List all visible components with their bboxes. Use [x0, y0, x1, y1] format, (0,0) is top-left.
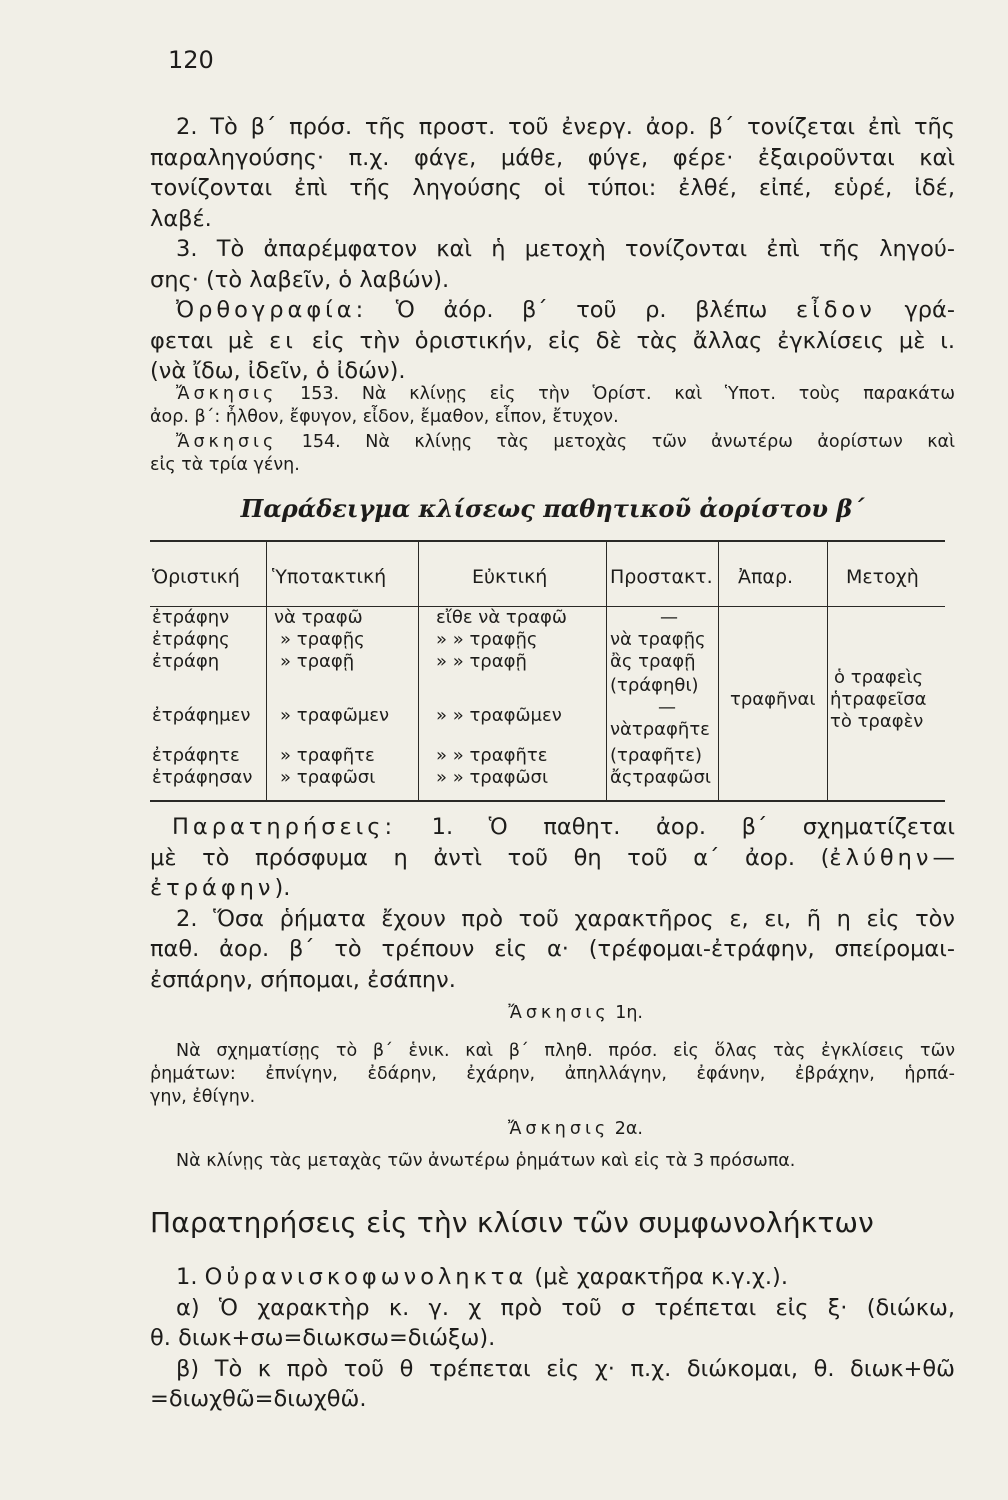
- exercise-label: Ἄσκησις: [176, 432, 278, 452]
- text-line: [150, 843, 955, 874]
- exercise-1h-text: [150, 1040, 955, 1109]
- exercise-153: [150, 383, 955, 429]
- exercise-heading: [150, 1118, 955, 1141]
- text-span: (μὲ χαρακτῆρα κ.γ.χ.).: [534, 1264, 788, 1290]
- table-cell: ἐτράφην: [152, 607, 230, 628]
- text-line: [150, 431, 955, 454]
- exercise-1h: [150, 1002, 955, 1025]
- observations-label: Παρατηρήσεις:: [172, 814, 397, 840]
- page-number: 120: [168, 46, 214, 74]
- table-cell: (τραφῆτε): [610, 745, 703, 766]
- text-line: τονίζονται ἐπὶ τῆς ληγούσης οἱ τύποι: ἐλθέ, εἰπέ, εὑρέ, ἰδέ,: [150, 175, 955, 201]
- observations-paragraph: [150, 812, 955, 995]
- text-line: γην, ἐθίγην.: [150, 1087, 256, 1107]
- text-span: 154. Νὰ κλίνῃς τὰς μετοχὰς τῶν ἀνωτέρω ἀορίστων καὶ: [301, 432, 955, 452]
- text-line: παθ. ἀορ. β΄ τὸ τρέπουν εἰς α· (τρέφομαι-ἐτράφην, σπείρομαι-: [150, 936, 955, 962]
- exercise-number: 1η.: [615, 1003, 643, 1023]
- table-cell: » » τραφῶσι: [436, 767, 549, 788]
- column-divider: [266, 542, 267, 800]
- table-cell: ἐτράφησαν: [152, 767, 253, 788]
- exercise-heading: [150, 1002, 955, 1025]
- spaced-word: ει: [269, 327, 297, 354]
- text-span: 1.: [176, 1264, 198, 1290]
- text-line: [150, 1262, 955, 1293]
- text-line: εἰς τὰ τρία γένη.: [150, 455, 300, 475]
- text-line: [150, 326, 955, 357]
- column-divider: [827, 542, 828, 800]
- text-line: ἀορ. β΄: ἦλθον, ἔφυγον, εἶδον, ἔμαθον, εἶπον, ἔτυχον.: [150, 407, 619, 427]
- table-cell: » » τραφῇ: [436, 651, 527, 672]
- text-line: [150, 812, 955, 843]
- exercise-label: Ἄσκησις: [507, 1119, 610, 1139]
- text-span: 153. Νὰ κλίνῃς εἰς τὴν Ὁρίστ. καὶ Ὑποτ. τοὺς παρακάτω: [300, 384, 955, 404]
- section-body: [150, 1262, 955, 1415]
- text-line: Νὰ σχηματίσῃς τὸ β΄ ἑνικ. καὶ β΄ πληθ. πρόσ. εἰς ὅλας τὰς ἐγκλίσεις τῶν: [176, 1041, 955, 1061]
- table-cell: ἐτράφημεν: [152, 705, 251, 726]
- text-span: —: [932, 844, 955, 871]
- table-cell: νὰ τραφῶ: [274, 607, 363, 628]
- table-cell: » » τραφῶμεν: [436, 705, 562, 726]
- table-cell: ἄςτραφῶσι: [610, 767, 712, 788]
- text-line: [150, 295, 955, 326]
- table-cell: » τραφῇς: [280, 629, 365, 650]
- table-title: Παράδειγμα κλίσεως παθητικοῦ ἀορίστου β΄: [240, 494, 865, 523]
- header-prostaktiki: Προστακτ.: [610, 566, 713, 588]
- exercise-label: Ἄσκησις: [508, 1003, 610, 1023]
- header-oristiki: Ὁριστική: [152, 566, 240, 588]
- orthography-label: Ὀρθογραφία:: [176, 297, 368, 323]
- text-line: [150, 873, 955, 904]
- table-cell: » » τραφῇς: [436, 629, 538, 650]
- text-line: =διωχθῶ=διωχθῶ.: [150, 1386, 367, 1412]
- text-span: εἰς τὴν ὁριστικήν, εἰς δὲ τὰς ἄλλας ἐγκλίσεις μὲ ι.: [311, 327, 955, 354]
- header-metochi: Μετοχὴ: [846, 566, 919, 588]
- table-cell: » τραφῇ: [280, 651, 355, 672]
- table-cell: » τραφῶμεν: [280, 705, 390, 726]
- column-divider: [718, 542, 719, 800]
- exercise-154: [150, 431, 955, 477]
- text-span: 1. Ὁ παθητ. ἀορ. β΄ σχηματίζεται: [431, 814, 955, 840]
- exercise-label: Ἄσκησις: [176, 384, 278, 404]
- table-cell: ἡτραφεῖσα: [830, 689, 927, 710]
- text-line: α) Ὁ χαρακτὴρ κ. γ. χ πρὸ τοῦ σ τρέπεται εἰς ξ· (διώκω,: [176, 1294, 955, 1321]
- conjugation-table: [150, 540, 945, 802]
- table-cell: » τραφῆτε: [280, 745, 375, 766]
- exercise-number: 2α.: [614, 1119, 643, 1139]
- text-line: β) Τὸ κ πρὸ τοῦ θ τρέπεται εἰς χ· π.χ. διώκομαι, θ. διωκ+θῶ: [176, 1355, 955, 1382]
- text-line: ῥημάτων: ἐπνίγην, ἐδάρην, ἐχάρην, ἀπηλλάγην, ἐφάνην, ἐβράχην, ἡρπά-: [150, 1064, 955, 1084]
- text-line: 3. Τὸ ἀπαρέμφατον καὶ ἡ μετοχὴ τονίζονται ἐπὶ τῆς ληγού-: [176, 236, 955, 262]
- spaced-word: εἶδον: [795, 297, 876, 323]
- rule-2-paragraph: [150, 112, 955, 234]
- text-span: γρά-: [904, 297, 955, 323]
- orthography-note: [150, 295, 955, 387]
- header-ypotaktiki: Ὑποτακτική: [272, 566, 387, 588]
- text-line: σης· (τὸ λαβεῖν, ὁ λαβών).: [150, 266, 450, 293]
- text-span: ).: [274, 875, 291, 901]
- text-line: ἐσπάρην, σήπομαι, ἐσάπην.: [150, 966, 456, 993]
- exercise-2a: [150, 1118, 955, 1141]
- table-cell: ἐτράφητε: [152, 745, 240, 766]
- text-span: φεται μὲ: [150, 327, 255, 354]
- text-span: μὲ τὸ πρόσφυμα η ἀντὶ τοῦ θη τοῦ α΄ ἀορ. (: [150, 844, 830, 871]
- table-cell: εἴθε νὰ τραφῶ: [436, 607, 568, 628]
- section-title: Παρατηρήσεις εἰς τὴν κλίσιν τῶν συμφωνολήκτων: [150, 1206, 875, 1239]
- column-divider: [418, 542, 419, 800]
- table-cell: ὁ τραφεὶς: [834, 667, 924, 688]
- header-efktiki: Εὐκτική: [472, 566, 548, 588]
- rule-3-paragraph: [150, 234, 955, 295]
- table-cell: ἐτράφη: [152, 651, 220, 672]
- text-line: θ. διωκ+σω=διωκσω=διώξω).: [150, 1325, 496, 1351]
- text-line: παραληγούσης· π.χ. φάγε, μάθε, φύγε, φέρε· ἐξαιροῦνται καὶ: [150, 144, 955, 171]
- text-line: 2. Ὅσα ῥήματα ἔχουν πρὸ τοῦ χαρακτῆρος ε, ει, ῆ η εἰς τὸν: [176, 905, 955, 932]
- spaced-word: ἐλύθην: [829, 844, 933, 871]
- table-cell: —: [660, 607, 678, 628]
- table-cell: νὰ τραφῇς: [610, 629, 706, 650]
- text-line: 2. Τὸ β΄ πρόσ. τῆς προστ. τοῦ ἐνεργ. ἀορ. β΄ τονίζεται ἐπὶ τῆς: [176, 114, 955, 140]
- table-cell: ἐτράφης: [152, 629, 230, 650]
- text-line: Νὰ κλίνῃς τὰς μεταχὰς τῶν ἀνωτέρω ῥημάτων καὶ εἰς τὰ 3 πρόσωπα.: [176, 1151, 796, 1171]
- exercise-2a-text: [150, 1150, 955, 1173]
- table-cell: νὰτραφῆτε: [610, 719, 710, 740]
- text-span: Ὁ ἀόρ. β΄ τοῦ ρ. βλέπω: [395, 297, 768, 323]
- spaced-word: Οὐρανισκοφωνοληκτα: [204, 1264, 528, 1290]
- text-line: [150, 383, 955, 406]
- table-cell: ἂς τραφῇ: [610, 651, 696, 672]
- column-divider: [606, 542, 607, 800]
- header-aparemfato: Ἀπαρ.: [738, 566, 794, 588]
- text-line: λαβέ.: [150, 205, 212, 232]
- text-line: (νὰ ἴδω, ἰδεῖν, ὁ ἰδών).: [150, 358, 406, 384]
- table-cell: » » τραφῆτε: [436, 745, 548, 766]
- table-cell: τραφῆναι: [730, 689, 816, 710]
- table-cell: τὸ τραφὲν: [830, 711, 924, 732]
- table-cell: —: [658, 697, 676, 718]
- table-cell: » τραφῶσι: [280, 767, 376, 788]
- table-cell: (τράφηθι): [610, 675, 699, 696]
- spaced-word: ἐτράφην: [150, 875, 275, 901]
